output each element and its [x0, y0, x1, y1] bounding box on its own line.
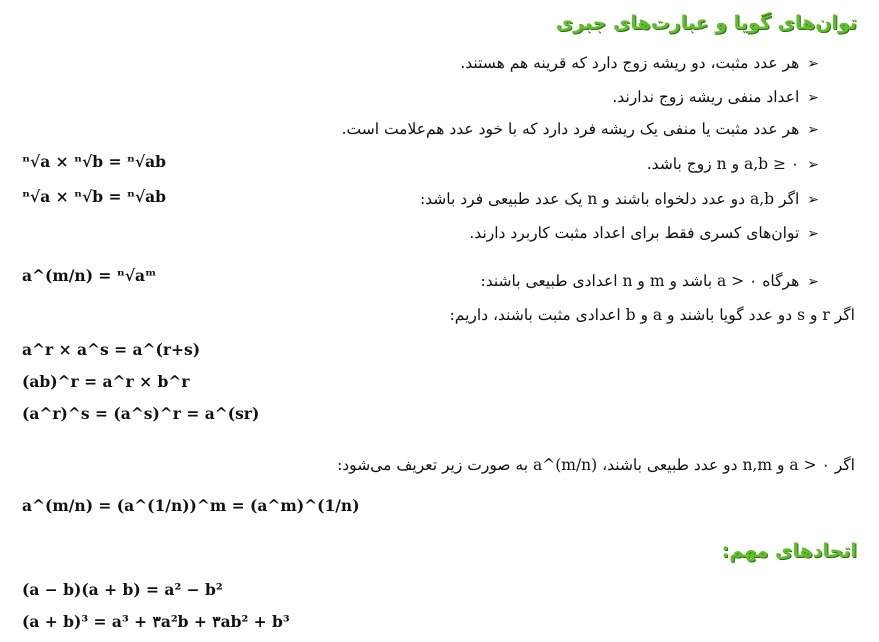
exponent-law: a^r × a^s = a^(r+s) [22, 340, 201, 359]
arrow-check-icon: ➢ [807, 226, 819, 242]
bullet-line: ➢a,b ≥ ۰ و n زوج باشد. [646, 155, 819, 173]
definition-formula: a^(m/n) = (a^(1/n))^m = (a^m)^(1/n) [22, 496, 360, 515]
radical-formula: ⁿ√a × ⁿ√b = ⁿ√ab [22, 187, 167, 206]
bullet-line: ➢اگر a,b دو عدد دلخواه باشند و n یک عدد طبیعی فرد باشد: [419, 190, 819, 208]
bullet-line: ➢هر عدد مثبت، دو ریشه زوج دارد که قرینه هم هستند. [460, 54, 819, 72]
arrow-check-icon: ➢ [807, 274, 819, 290]
identity-formula: (a + b)³ = a³ + ۳a²b + ۳ab² + b³ [22, 612, 290, 631]
arrow-check-icon: ➢ [807, 90, 819, 106]
fractional-exponent-formula: a^(m/n) = ⁿ√aᵐ [22, 266, 157, 285]
section-title: اتحادهای مهم: [721, 540, 857, 562]
radical-formula: ⁿ√a × ⁿ√b = ⁿ√ab [22, 152, 167, 171]
bullet-line: ➢هر عدد مثبت یا منفی یک ریشه فرد دارد که با خود عدد هم‌علامت است. [341, 120, 819, 138]
definition-intro: اگر a > ۰ و n,m دو عدد طبیعی باشند، a^(m/n) به صورت زیر تعریف می‌شود: [337, 456, 855, 474]
exponent-law: (ab)^r = a^r × b^r [22, 372, 190, 391]
arrow-check-icon: ➢ [807, 192, 819, 208]
arrow-check-icon: ➢ [807, 56, 819, 72]
arrow-check-icon: ➢ [807, 157, 819, 173]
bullet-line: ➢توان‌های کسری فقط برای اعداد مثبت کاربرد دارند. [469, 224, 819, 242]
identity-formula: (a − b)(a + b) = a² − b² [22, 580, 223, 599]
bullet-line: ➢هرگاه a > ۰ باشد و m و n اعدادی طبیعی باشند: [480, 272, 819, 290]
bullet-line: ➢اعداد منفی ریشه زوج ندارند. [612, 88, 819, 106]
exponent-law: (a^r)^s = (a^s)^r = a^(sr) [22, 404, 260, 423]
section-title: توان‌های گویا و عبارت‌های جبری [555, 12, 857, 34]
exponent-laws-intro: اگر r و s دو عدد گویا باشند و a و b اعدادی مثبت باشند، داریم: [449, 306, 855, 324]
arrow-check-icon: ➢ [807, 122, 819, 138]
